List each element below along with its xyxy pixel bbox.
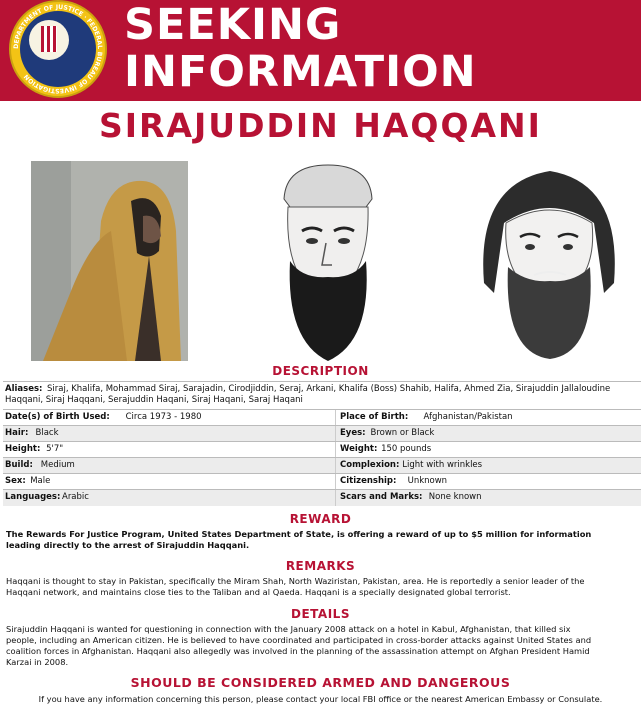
reward-line: The Rewards For Justice Program, United States Department of State, is offering a reward of up to $5 million for information xyxy=(6,529,592,539)
description-row xyxy=(3,457,641,474)
details-line: people, including an American citizen. He is believed to have coordinated and participated in cross-border attacks against United States and xyxy=(6,635,592,645)
column-divider xyxy=(335,410,336,426)
field-value: Brown or Black xyxy=(370,428,435,438)
field-label: Date(s) of Birth Used: xyxy=(5,412,110,422)
reward-text xyxy=(6,529,638,551)
field-value: 150 pounds xyxy=(381,444,432,454)
svg-text:DEPARTMENT OF JUSTICE · FEDERA: DEPARTMENT OF JUSTICE · FEDERAL BUREAU OF INVESTIGATION xyxy=(12,3,104,95)
field-label: Height: xyxy=(5,444,41,454)
photo-hooded xyxy=(31,161,188,361)
fbi-seal-icon xyxy=(9,0,107,98)
field-label: Scars and Marks: xyxy=(340,492,423,502)
field-value: 5'7" xyxy=(46,444,64,454)
sketch-bearded xyxy=(474,163,624,363)
description-row xyxy=(3,441,641,458)
column-divider xyxy=(335,442,336,458)
details-line: Sirajuddin Haqqani is wanted for questioning in connection with the January 2008 attack on a hotel in Kabul, Afghanistan, that killed six xyxy=(6,624,571,634)
field-value: Black xyxy=(35,428,59,438)
column-divider xyxy=(335,474,336,490)
field-value: Unknown xyxy=(407,476,448,486)
headline-seeking: SEEKING xyxy=(124,0,342,50)
header-banner xyxy=(0,0,641,101)
field-label: Build: xyxy=(5,460,33,470)
armed-dangerous-warning: SHOULD BE CONSIDERED ARMED AND DANGEROUS xyxy=(130,675,511,690)
field-value: Medium xyxy=(40,460,75,470)
details-line: Karzai in 2008. xyxy=(6,657,69,667)
sketch-turban xyxy=(262,161,392,366)
field-label: Weight: xyxy=(340,444,378,454)
headline-information: INFORMATION xyxy=(124,47,477,97)
aliases-value-line1: Siraj, Khalifa, Mohammad Siraj, Sarajadin, Cirodjiddin, Seraj, Arkani, Khalifa (Boss) Shahib, Halifa, Ahmed Zia, Sirajuddin Jallaloudine xyxy=(47,384,611,394)
reward-heading: REWARD xyxy=(289,512,352,526)
field-value: Male xyxy=(30,476,51,486)
field-value: Circa 1973 - 1980 xyxy=(125,412,202,422)
remarks-line: Haqqani network, and maintains close ties to the Taliban and al Qaeda. Haqqani is a specially designated global terrorist. xyxy=(6,587,511,597)
reward-line: leading directly to the arrest of Sirajuddin Haqqani. xyxy=(6,540,250,550)
field-label: Place of Birth: xyxy=(340,412,409,422)
description-row xyxy=(3,489,641,506)
field-label: Complexion: xyxy=(340,460,400,470)
description-heading: DESCRIPTION xyxy=(272,364,369,378)
field-label: Hair: xyxy=(5,428,29,438)
field-value: Arabic xyxy=(62,492,89,502)
details-text xyxy=(6,624,638,668)
column-divider xyxy=(335,490,336,506)
field-label: Eyes: xyxy=(340,428,366,438)
description-row xyxy=(3,425,641,442)
field-label: Languages: xyxy=(5,492,61,502)
field-value: Afghanistan/Pakistan xyxy=(423,412,513,422)
description-row xyxy=(3,473,641,490)
remarks-text xyxy=(6,576,638,598)
subject-name: SIRAJUDDIN HAQQANI xyxy=(99,106,542,145)
details-line: coalition forces in Afghanistan. Haqqani also allegedly was involved in the planning of the assassination attempt on Afghan President Hamid xyxy=(6,646,590,656)
contact-text: If you have any information concerning this person, please contact your local FBI office or the nearest American Embassy or Consulate. xyxy=(38,694,603,704)
field-label: Citizenship: xyxy=(340,476,397,486)
aliases-row xyxy=(3,381,641,410)
remarks-line: Haqqani is thought to stay in Pakistan, specifically the Miram Shah, North Waziristan, Pakistan, area. He is reportedly a senior leader of the xyxy=(6,576,585,586)
column-divider xyxy=(335,426,336,442)
field-value: Light with wrinkles xyxy=(402,460,483,470)
column-divider xyxy=(335,458,336,474)
field-value: None known xyxy=(428,492,482,502)
details-heading: DETAILS xyxy=(291,607,350,621)
aliases-value-line2: Haqqani, Siraj Haqqani, Serajuddin Haqani, Siraj Haqani, Saraj Haqani xyxy=(5,395,303,405)
remarks-heading: REMARKS xyxy=(285,559,356,573)
aliases-label: Aliases: xyxy=(5,384,43,394)
seal-lettering xyxy=(11,2,105,96)
field-label: Sex: xyxy=(5,476,26,486)
description-row xyxy=(3,409,641,426)
